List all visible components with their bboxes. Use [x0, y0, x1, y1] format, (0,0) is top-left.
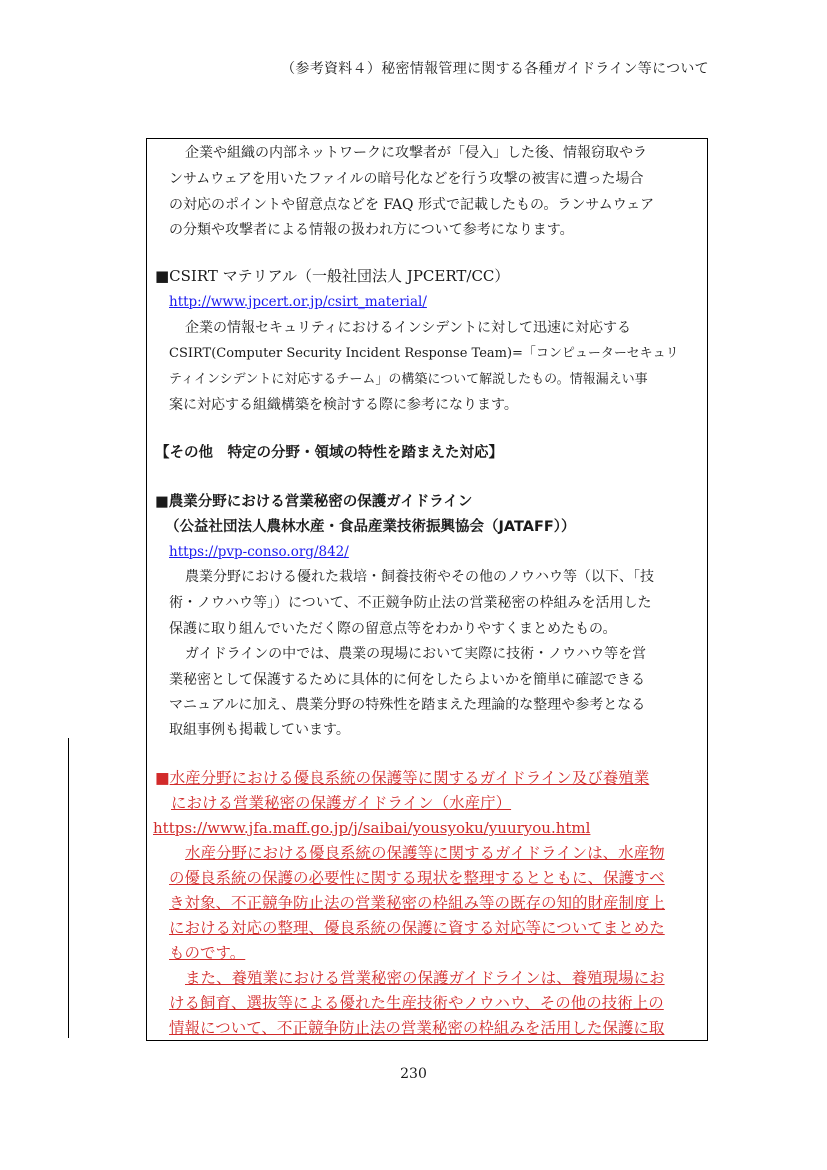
agri-subtitle: （公益社団法人農林水産・食品産業技術振興協会（JATAFF））	[165, 519, 576, 535]
text-line: ンサムウェアを用いたファイルの暗号化などを行う攻撃の被害に遭った場合	[169, 171, 644, 187]
change-bar	[68, 738, 69, 1038]
fish-title-line2: における営業秘密の保護ガイドライン（水産庁）	[171, 794, 512, 812]
text-line: の分類や攻撃者による情報の扱われ方について参考になります。	[169, 222, 574, 238]
text-line: 企業の情報セキュリティにおけるインシデントに対して迅速に対応する	[185, 320, 631, 336]
agri-title: ■農業分野における営業秘密の保護ガイドライン	[155, 494, 473, 510]
text-line: 農業分野における優れた栽培・飼養技術やその他のノウハウ等（以下、「技	[185, 569, 654, 585]
text-line: き対象、不正競争防止法の営業秘密の枠組み等の既存の知的財産制度上	[169, 894, 666, 912]
text-line: 保護に取り組んでいただく際の留意点等をわかりやすくまとめたもの。	[169, 621, 617, 637]
text-line: 水産分野における優良系統の保護等に関するガイドラインは、水産物	[185, 844, 665, 862]
fish-title-line1	[155, 768, 649, 788]
text-line: の対応のポイントや留意点などを FAQ 形式で記載したもの。ランサムウェア	[169, 197, 655, 213]
csirt-link[interactable]: http://www.jpcert.or.jp/csirt_material/	[169, 294, 427, 310]
text-line: における対応の整理、優良系統の保護に資する対応等についてまとめた	[169, 919, 665, 937]
text-line: の優良系統の保護の必要性に関する現状を整理するとともに、保護すべ	[169, 869, 665, 887]
fish-title-text: 水産分野における優良系統の保護等に関するガイドライン及び養殖業	[169, 769, 650, 787]
agri-link[interactable]: https://pvp-conso.org/842/	[169, 544, 349, 560]
text-line: 業秘密として保護するために具体的に何をしたらよいかを簡単に確認できる	[169, 672, 645, 688]
text-line: CSIRT(Computer Security Incident Response Team)=「コンピューターセキュリ	[169, 346, 679, 361]
text-line: マニュアルに加え、農業分野の特殊性を踏まえた理論的な整理や参考となる	[169, 697, 646, 713]
text-line: ティインシデントに対応するチーム」の構築について解説したもの。情報漏えい事	[169, 372, 648, 387]
fish-link[interactable]: https://www.jfa.maff.go.jp/j/saibai/yousyoku/yuuryou.html	[153, 819, 591, 837]
section-heading: 【その他 特定の分野・領域の特性を踏まえた対応】	[155, 445, 503, 461]
text-line: 案に対応する組織構築を検討する際に参考になります。	[169, 397, 518, 413]
fish-title-square: ■	[155, 769, 170, 787]
text-line: ものです。	[169, 944, 246, 962]
csirt-title: ■CSIRT マテリアル（一般社団法人 JPCERT/CC）	[155, 267, 510, 285]
page-number: 230	[400, 1066, 427, 1082]
text-line: ける飼育、選抜等による優れた生産技術やノウハウ、その他の技術上の	[169, 994, 664, 1012]
text-line: また、養殖業における営業秘密の保護ガイドラインは、養殖現場にお	[185, 969, 665, 987]
content-frame	[146, 138, 708, 1041]
page-header: （参考資料４）秘密情報管理に関する各種ガイドライン等について	[281, 61, 709, 77]
text-line: 術・ノウハウ等」）について、不正競争防止法の営業秘密の枠組みを活用した	[169, 595, 652, 611]
text-line: 企業や組織の内部ネットワークに攻撃者が「侵入」した後、情報窃取やラ	[185, 145, 647, 161]
text-line: ガイドラインの中では、農業の現場において実際に技術・ノウハウ等を営	[185, 646, 647, 662]
text-line: 情報について、不正競争防止法の営業秘密の枠組みを活用した保護に取	[169, 1019, 665, 1037]
text-line: 取組事例も掲載しています。	[169, 722, 350, 738]
